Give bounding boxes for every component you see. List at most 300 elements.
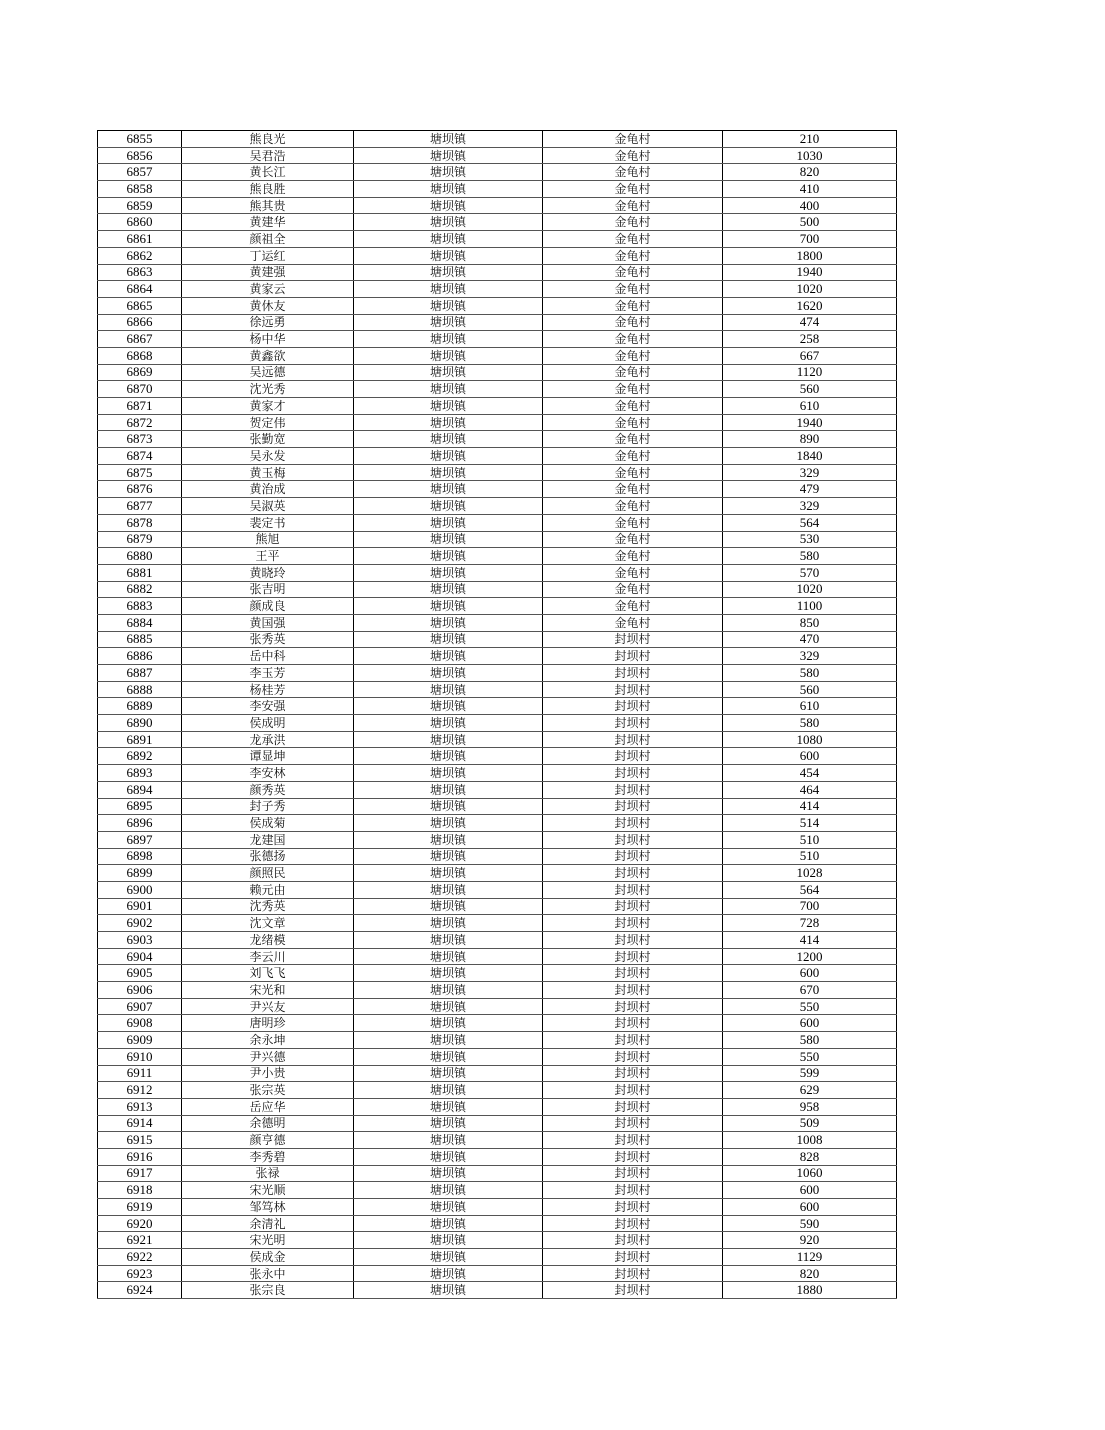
village-cell: 封坝村 xyxy=(543,932,723,949)
town-cell: 塘坝镇 xyxy=(354,748,543,765)
name-cell: 黄国强 xyxy=(182,614,354,631)
name-cell: 张吉明 xyxy=(182,581,354,598)
id-cell: 6894 xyxy=(98,781,182,798)
amount-cell: 600 xyxy=(723,965,897,982)
village-cell: 金龟村 xyxy=(543,464,723,481)
town-cell: 塘坝镇 xyxy=(354,1048,543,1065)
town-cell: 塘坝镇 xyxy=(354,982,543,999)
town-cell: 塘坝镇 xyxy=(354,381,543,398)
village-cell: 封坝村 xyxy=(543,848,723,865)
table-row xyxy=(98,731,897,748)
amount-cell: 820 xyxy=(723,1265,897,1282)
town-cell: 塘坝镇 xyxy=(354,431,543,448)
town-cell: 塘坝镇 xyxy=(354,281,543,298)
table-row xyxy=(98,765,897,782)
id-cell: 6874 xyxy=(98,448,182,465)
town-cell: 塘坝镇 xyxy=(354,347,543,364)
table-row xyxy=(98,1249,897,1266)
table-row xyxy=(98,915,897,932)
id-cell: 6908 xyxy=(98,1015,182,1032)
table-row xyxy=(98,1048,897,1065)
id-cell: 6907 xyxy=(98,998,182,1015)
town-cell: 塘坝镇 xyxy=(354,164,543,181)
village-cell: 金龟村 xyxy=(543,381,723,398)
name-cell: 封子秀 xyxy=(182,798,354,815)
name-cell: 颜祖全 xyxy=(182,231,354,248)
name-cell: 黄晓玲 xyxy=(182,564,354,581)
id-cell: 6899 xyxy=(98,865,182,882)
id-cell: 6885 xyxy=(98,631,182,648)
name-cell: 沈文章 xyxy=(182,915,354,932)
amount-cell: 629 xyxy=(723,1082,897,1099)
table-row xyxy=(98,815,897,832)
table-row xyxy=(98,498,897,515)
id-cell: 6916 xyxy=(98,1148,182,1165)
id-cell: 6886 xyxy=(98,648,182,665)
table-row xyxy=(98,715,897,732)
town-cell: 塘坝镇 xyxy=(354,731,543,748)
id-cell: 6864 xyxy=(98,281,182,298)
village-cell: 金龟村 xyxy=(543,614,723,631)
id-cell: 6872 xyxy=(98,414,182,431)
table-row xyxy=(98,598,897,615)
village-cell: 金龟村 xyxy=(543,481,723,498)
id-cell: 6903 xyxy=(98,932,182,949)
id-cell: 6868 xyxy=(98,347,182,364)
amount-cell: 454 xyxy=(723,765,897,782)
amount-cell: 479 xyxy=(723,481,897,498)
town-cell: 塘坝镇 xyxy=(354,631,543,648)
name-cell: 熊其贵 xyxy=(182,197,354,214)
table-row xyxy=(98,131,897,148)
data-table xyxy=(97,130,897,1299)
table-row xyxy=(98,314,897,331)
village-cell: 金龟村 xyxy=(543,164,723,181)
name-cell: 吴永发 xyxy=(182,448,354,465)
table-row xyxy=(98,631,897,648)
name-cell: 邹笃林 xyxy=(182,1199,354,1216)
amount-cell: 820 xyxy=(723,164,897,181)
name-cell: 侯成菊 xyxy=(182,815,354,832)
table-row xyxy=(98,398,897,415)
amount-cell: 1020 xyxy=(723,281,897,298)
village-cell: 封坝村 xyxy=(543,865,723,882)
table-row xyxy=(98,898,897,915)
town-cell: 塘坝镇 xyxy=(354,932,543,949)
village-cell: 金龟村 xyxy=(543,314,723,331)
amount-cell: 1080 xyxy=(723,731,897,748)
village-cell: 金龟村 xyxy=(543,581,723,598)
name-cell: 张永中 xyxy=(182,1265,354,1282)
town-cell: 塘坝镇 xyxy=(354,1265,543,1282)
id-cell: 6880 xyxy=(98,548,182,565)
name-cell: 吴君浩 xyxy=(182,147,354,164)
id-cell: 6915 xyxy=(98,1132,182,1149)
amount-cell: 600 xyxy=(723,1015,897,1032)
id-cell: 6878 xyxy=(98,514,182,531)
amount-cell: 610 xyxy=(723,398,897,415)
table-row xyxy=(98,698,897,715)
amount-cell: 1008 xyxy=(723,1132,897,1149)
amount-cell: 920 xyxy=(723,1232,897,1249)
amount-cell: 600 xyxy=(723,1182,897,1199)
amount-cell: 580 xyxy=(723,1032,897,1049)
id-cell: 6920 xyxy=(98,1215,182,1232)
id-cell: 6884 xyxy=(98,614,182,631)
table-row xyxy=(98,665,897,682)
village-cell: 封坝村 xyxy=(543,781,723,798)
id-cell: 6888 xyxy=(98,681,182,698)
table-row xyxy=(98,1232,897,1249)
id-cell: 6919 xyxy=(98,1199,182,1216)
village-cell: 封坝村 xyxy=(543,1182,723,1199)
village-cell: 金龟村 xyxy=(543,598,723,615)
town-cell: 塘坝镇 xyxy=(354,598,543,615)
village-cell: 金龟村 xyxy=(543,231,723,248)
name-cell: 颜成良 xyxy=(182,598,354,615)
village-cell: 金龟村 xyxy=(543,431,723,448)
name-cell: 黄建华 xyxy=(182,214,354,231)
name-cell: 沈光秀 xyxy=(182,381,354,398)
table-row xyxy=(98,1082,897,1099)
town-cell: 塘坝镇 xyxy=(354,781,543,798)
village-cell: 封坝村 xyxy=(543,1148,723,1165)
village-cell: 金龟村 xyxy=(543,364,723,381)
name-cell: 宋光顺 xyxy=(182,1182,354,1199)
name-cell: 沈秀英 xyxy=(182,898,354,915)
name-cell: 张德扬 xyxy=(182,848,354,865)
name-cell: 李安强 xyxy=(182,698,354,715)
table-row xyxy=(98,848,897,865)
name-cell: 黄鑫欲 xyxy=(182,347,354,364)
amount-cell: 1620 xyxy=(723,297,897,314)
table-row xyxy=(98,831,897,848)
village-cell: 金龟村 xyxy=(543,347,723,364)
amount-cell: 700 xyxy=(723,898,897,915)
name-cell: 赖元由 xyxy=(182,881,354,898)
amount-cell: 580 xyxy=(723,665,897,682)
town-cell: 塘坝镇 xyxy=(354,1282,543,1299)
village-cell: 金龟村 xyxy=(543,181,723,198)
town-cell: 塘坝镇 xyxy=(354,1132,543,1149)
table-row xyxy=(98,614,897,631)
town-cell: 塘坝镇 xyxy=(354,414,543,431)
amount-cell: 1028 xyxy=(723,865,897,882)
name-cell: 黄长江 xyxy=(182,164,354,181)
name-cell: 颜秀英 xyxy=(182,781,354,798)
town-cell: 塘坝镇 xyxy=(354,1015,543,1032)
table-row xyxy=(98,381,897,398)
town-cell: 塘坝镇 xyxy=(354,331,543,348)
id-cell: 6859 xyxy=(98,197,182,214)
id-cell: 6918 xyxy=(98,1182,182,1199)
amount-cell: 329 xyxy=(723,498,897,515)
amount-cell: 210 xyxy=(723,131,897,148)
name-cell: 李秀碧 xyxy=(182,1148,354,1165)
amount-cell: 510 xyxy=(723,848,897,865)
id-cell: 6866 xyxy=(98,314,182,331)
amount-cell: 958 xyxy=(723,1098,897,1115)
id-cell: 6873 xyxy=(98,431,182,448)
town-cell: 塘坝镇 xyxy=(354,264,543,281)
amount-cell: 560 xyxy=(723,381,897,398)
name-cell: 徐远勇 xyxy=(182,314,354,331)
name-cell: 贺定伟 xyxy=(182,414,354,431)
table-row xyxy=(98,231,897,248)
village-cell: 封坝村 xyxy=(543,1199,723,1216)
village-cell: 封坝村 xyxy=(543,748,723,765)
name-cell: 余清礼 xyxy=(182,1215,354,1232)
name-cell: 张禄 xyxy=(182,1165,354,1182)
table-row xyxy=(98,648,897,665)
village-cell: 封坝村 xyxy=(543,1232,723,1249)
village-cell: 封坝村 xyxy=(543,665,723,682)
village-cell: 金龟村 xyxy=(543,498,723,515)
id-cell: 6902 xyxy=(98,915,182,932)
town-cell: 塘坝镇 xyxy=(354,665,543,682)
id-cell: 6887 xyxy=(98,665,182,682)
id-cell: 6905 xyxy=(98,965,182,982)
name-cell: 张宗良 xyxy=(182,1282,354,1299)
village-cell: 封坝村 xyxy=(543,998,723,1015)
id-cell: 6882 xyxy=(98,581,182,598)
amount-cell: 700 xyxy=(723,231,897,248)
town-cell: 塘坝镇 xyxy=(354,698,543,715)
village-cell: 封坝村 xyxy=(543,915,723,932)
name-cell: 熊良胜 xyxy=(182,181,354,198)
table-row xyxy=(98,1032,897,1049)
id-cell: 6876 xyxy=(98,481,182,498)
village-cell: 封坝村 xyxy=(543,1015,723,1032)
name-cell: 黄治成 xyxy=(182,481,354,498)
id-cell: 6863 xyxy=(98,264,182,281)
amount-cell: 564 xyxy=(723,881,897,898)
amount-cell: 590 xyxy=(723,1215,897,1232)
id-cell: 6917 xyxy=(98,1165,182,1182)
id-cell: 6861 xyxy=(98,231,182,248)
village-cell: 封坝村 xyxy=(543,715,723,732)
amount-cell: 580 xyxy=(723,548,897,565)
table-row xyxy=(98,481,897,498)
name-cell: 刘飞飞 xyxy=(182,965,354,982)
village-cell: 封坝村 xyxy=(543,798,723,815)
table-row xyxy=(98,932,897,949)
village-cell: 封坝村 xyxy=(543,1249,723,1266)
amount-cell: 728 xyxy=(723,915,897,932)
amount-cell: 1880 xyxy=(723,1282,897,1299)
town-cell: 塘坝镇 xyxy=(354,581,543,598)
town-cell: 塘坝镇 xyxy=(354,1165,543,1182)
table-row xyxy=(98,564,897,581)
amount-cell: 1200 xyxy=(723,948,897,965)
village-cell: 封坝村 xyxy=(543,1032,723,1049)
table-row xyxy=(98,514,897,531)
town-cell: 塘坝镇 xyxy=(354,464,543,481)
town-cell: 塘坝镇 xyxy=(354,1249,543,1266)
name-cell: 颜亨德 xyxy=(182,1132,354,1149)
table-row xyxy=(98,1165,897,1182)
name-cell: 熊良光 xyxy=(182,131,354,148)
town-cell: 塘坝镇 xyxy=(354,247,543,264)
town-cell: 塘坝镇 xyxy=(354,1032,543,1049)
id-cell: 6881 xyxy=(98,564,182,581)
town-cell: 塘坝镇 xyxy=(354,1082,543,1099)
id-cell: 6892 xyxy=(98,748,182,765)
name-cell: 侯成明 xyxy=(182,715,354,732)
id-cell: 6890 xyxy=(98,715,182,732)
id-cell: 6867 xyxy=(98,331,182,348)
village-cell: 金龟村 xyxy=(543,398,723,415)
town-cell: 塘坝镇 xyxy=(354,1065,543,1082)
town-cell: 塘坝镇 xyxy=(354,965,543,982)
town-cell: 塘坝镇 xyxy=(354,214,543,231)
amount-cell: 400 xyxy=(723,197,897,214)
town-cell: 塘坝镇 xyxy=(354,481,543,498)
table-row xyxy=(98,781,897,798)
village-cell: 封坝村 xyxy=(543,948,723,965)
id-cell: 6896 xyxy=(98,815,182,832)
name-cell: 黄玉梅 xyxy=(182,464,354,481)
name-cell: 侯成金 xyxy=(182,1249,354,1266)
amount-cell: 1800 xyxy=(723,247,897,264)
table-row xyxy=(98,264,897,281)
table-row xyxy=(98,1015,897,1032)
name-cell: 黄家云 xyxy=(182,281,354,298)
town-cell: 塘坝镇 xyxy=(354,848,543,865)
town-cell: 塘坝镇 xyxy=(354,314,543,331)
table-row xyxy=(98,347,897,364)
table-row xyxy=(98,1215,897,1232)
name-cell: 尹兴德 xyxy=(182,1048,354,1065)
id-cell: 6901 xyxy=(98,898,182,915)
town-cell: 塘坝镇 xyxy=(354,548,543,565)
village-cell: 金龟村 xyxy=(543,297,723,314)
table-row xyxy=(98,865,897,882)
village-cell: 封坝村 xyxy=(543,698,723,715)
id-cell: 6865 xyxy=(98,297,182,314)
amount-cell: 414 xyxy=(723,798,897,815)
town-cell: 塘坝镇 xyxy=(354,831,543,848)
village-cell: 封坝村 xyxy=(543,965,723,982)
table-row xyxy=(98,1182,897,1199)
town-cell: 塘坝镇 xyxy=(354,514,543,531)
town-cell: 塘坝镇 xyxy=(354,898,543,915)
table-row xyxy=(98,1065,897,1082)
town-cell: 塘坝镇 xyxy=(354,197,543,214)
id-cell: 6870 xyxy=(98,381,182,398)
amount-cell: 1840 xyxy=(723,448,897,465)
table-body xyxy=(98,131,897,1299)
id-cell: 6855 xyxy=(98,131,182,148)
table-row xyxy=(98,948,897,965)
name-cell: 丁运红 xyxy=(182,247,354,264)
village-cell: 金龟村 xyxy=(543,214,723,231)
amount-cell: 610 xyxy=(723,698,897,715)
amount-cell: 1940 xyxy=(723,414,897,431)
village-cell: 封坝村 xyxy=(543,1132,723,1149)
name-cell: 张勤宽 xyxy=(182,431,354,448)
id-cell: 6856 xyxy=(98,147,182,164)
town-cell: 塘坝镇 xyxy=(354,648,543,665)
id-cell: 6869 xyxy=(98,364,182,381)
village-cell: 封坝村 xyxy=(543,1082,723,1099)
amount-cell: 514 xyxy=(723,815,897,832)
id-cell: 6862 xyxy=(98,247,182,264)
table-row xyxy=(98,965,897,982)
town-cell: 塘坝镇 xyxy=(354,1215,543,1232)
village-cell: 封坝村 xyxy=(543,731,723,748)
village-cell: 金龟村 xyxy=(543,448,723,465)
amount-cell: 464 xyxy=(723,781,897,798)
table-row xyxy=(98,331,897,348)
id-cell: 6898 xyxy=(98,848,182,865)
table-row xyxy=(98,681,897,698)
town-cell: 塘坝镇 xyxy=(354,948,543,965)
id-cell: 6860 xyxy=(98,214,182,231)
village-cell: 封坝村 xyxy=(543,1215,723,1232)
village-cell: 金龟村 xyxy=(543,131,723,148)
amount-cell: 667 xyxy=(723,347,897,364)
village-cell: 封坝村 xyxy=(543,1165,723,1182)
village-cell: 封坝村 xyxy=(543,898,723,915)
name-cell: 杨桂芳 xyxy=(182,681,354,698)
amount-cell: 570 xyxy=(723,564,897,581)
amount-cell: 329 xyxy=(723,648,897,665)
town-cell: 塘坝镇 xyxy=(354,1148,543,1165)
amount-cell: 414 xyxy=(723,932,897,949)
amount-cell: 600 xyxy=(723,1199,897,1216)
amount-cell: 329 xyxy=(723,464,897,481)
name-cell: 张宗英 xyxy=(182,1082,354,1099)
table-row xyxy=(98,881,897,898)
table-row xyxy=(98,1265,897,1282)
table-row xyxy=(98,431,897,448)
village-cell: 封坝村 xyxy=(543,881,723,898)
town-cell: 塘坝镇 xyxy=(354,147,543,164)
amount-cell: 600 xyxy=(723,748,897,765)
amount-cell: 258 xyxy=(723,331,897,348)
amount-cell: 1100 xyxy=(723,598,897,615)
id-cell: 6912 xyxy=(98,1082,182,1099)
village-cell: 封坝村 xyxy=(543,831,723,848)
amount-cell: 1129 xyxy=(723,1249,897,1266)
amount-cell: 828 xyxy=(723,1148,897,1165)
town-cell: 塘坝镇 xyxy=(354,881,543,898)
amount-cell: 670 xyxy=(723,982,897,999)
name-cell: 尹兴友 xyxy=(182,998,354,1015)
name-cell: 李云川 xyxy=(182,948,354,965)
table-row xyxy=(98,1115,897,1132)
table-row xyxy=(98,281,897,298)
village-cell: 金龟村 xyxy=(543,197,723,214)
amount-cell: 599 xyxy=(723,1065,897,1082)
id-cell: 6871 xyxy=(98,398,182,415)
name-cell: 余永坤 xyxy=(182,1032,354,1049)
town-cell: 塘坝镇 xyxy=(354,915,543,932)
amount-cell: 500 xyxy=(723,214,897,231)
town-cell: 塘坝镇 xyxy=(354,765,543,782)
table-row xyxy=(98,214,897,231)
town-cell: 塘坝镇 xyxy=(354,1115,543,1132)
amount-cell: 550 xyxy=(723,998,897,1015)
id-cell: 6858 xyxy=(98,181,182,198)
village-cell: 封坝村 xyxy=(543,1282,723,1299)
id-cell: 6857 xyxy=(98,164,182,181)
name-cell: 岳中科 xyxy=(182,648,354,665)
id-cell: 6922 xyxy=(98,1249,182,1266)
town-cell: 塘坝镇 xyxy=(354,131,543,148)
table-row xyxy=(98,1199,897,1216)
